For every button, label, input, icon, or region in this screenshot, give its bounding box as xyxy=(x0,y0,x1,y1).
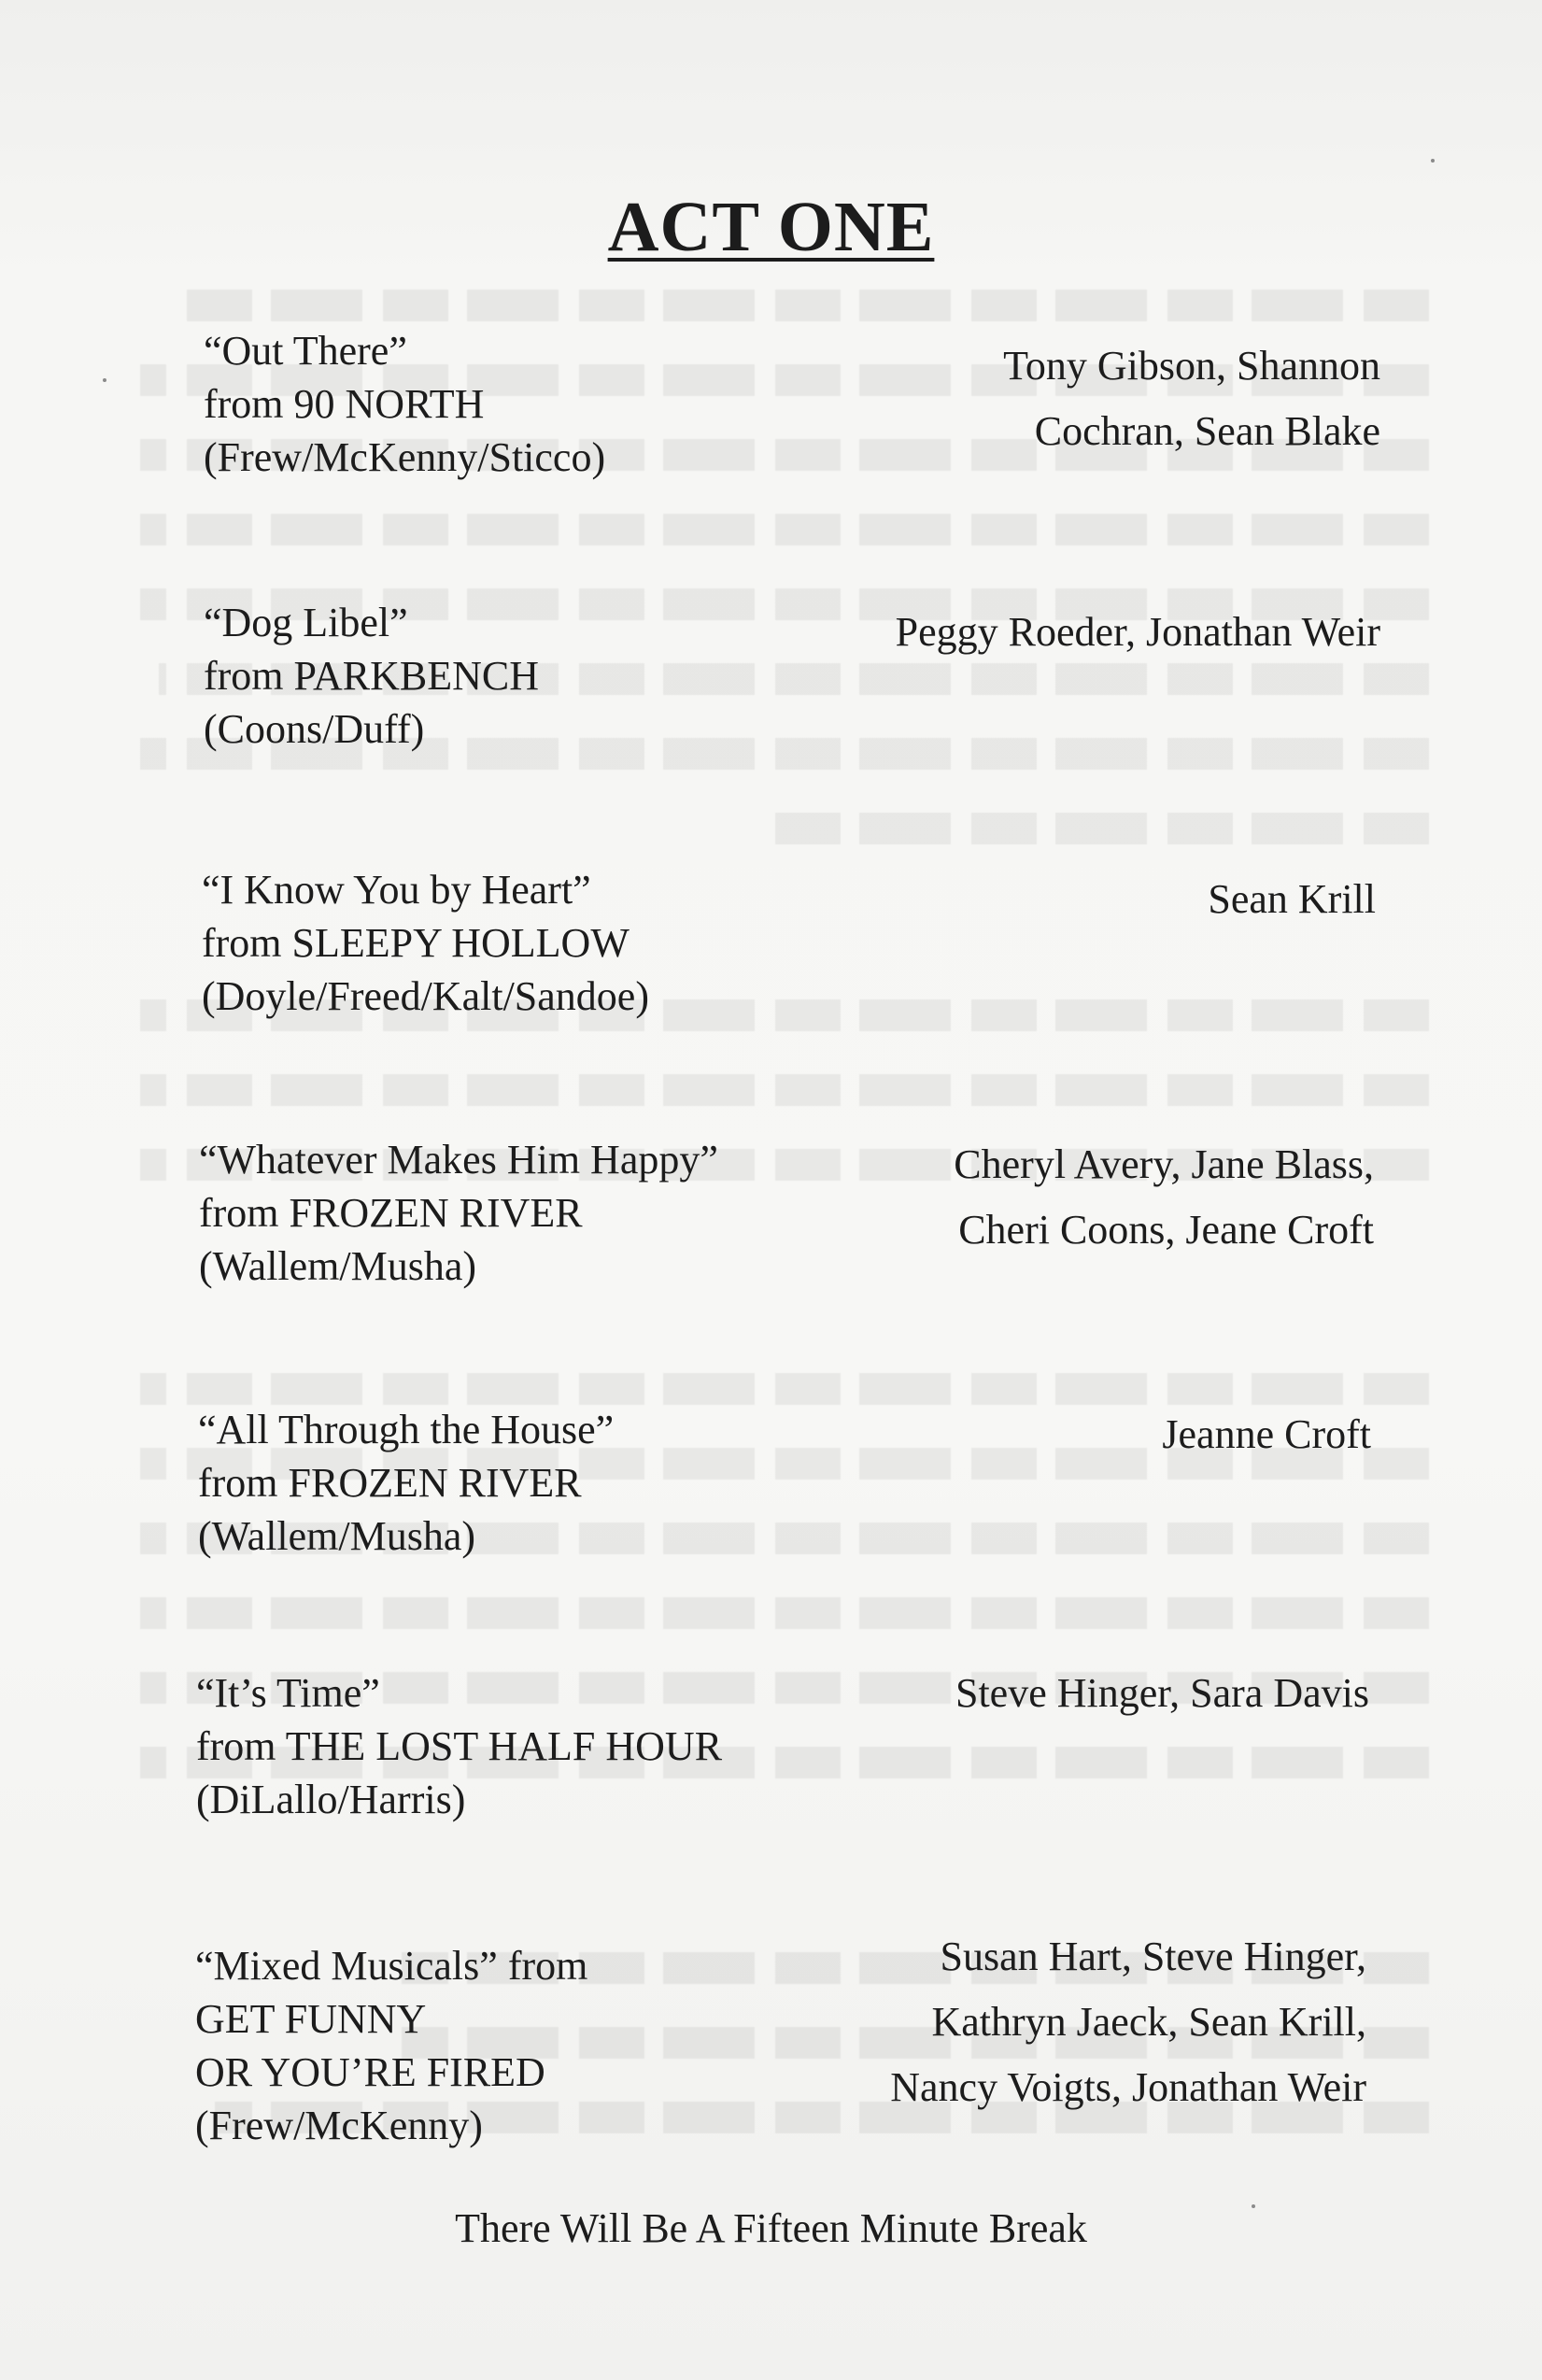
song-info xyxy=(204,596,539,756)
song-credits: (Frew/McKenny/Sticco) xyxy=(204,434,606,480)
song-info xyxy=(198,1403,614,1563)
song-cast xyxy=(1208,867,1376,932)
song-info xyxy=(204,324,605,484)
song-title: “It’s Time” xyxy=(196,1670,380,1716)
song-cast xyxy=(954,1132,1374,1263)
song-title: “All Through the House” xyxy=(198,1407,615,1452)
bleed-through-line xyxy=(177,290,1429,321)
song-source: GET FUNNY xyxy=(195,1996,427,2042)
song-source: from PARKBENCH xyxy=(204,653,539,699)
song-credits: (DiLallo/Harris) xyxy=(196,1777,466,1822)
paper-speck xyxy=(103,378,106,382)
song-info xyxy=(199,1133,718,1293)
cast-line: Cheryl Avery, Jane Blass, xyxy=(954,1141,1374,1187)
cast-line: Sean Krill xyxy=(1208,876,1376,922)
song-credits: (Wallem/Musha) xyxy=(198,1513,476,1559)
intermission-note: There Will Be A Fifteen Minute Break xyxy=(455,2205,1087,2251)
song-cast xyxy=(1162,1402,1371,1467)
cast-line: Cheri Coons, Jeane Croft xyxy=(958,1207,1374,1253)
song-cast xyxy=(955,1661,1369,1726)
song-title: “I Know You by Heart” xyxy=(202,867,591,913)
song-title: “Out There” xyxy=(204,328,407,374)
song-source: OR YOU’RE FIRED xyxy=(195,2049,545,2095)
cast-line: Nancy Voigts, Jonathan Weir xyxy=(890,2064,1366,2110)
cast-line: Cochran, Sean Blake xyxy=(1034,408,1380,454)
bleed-through-line xyxy=(140,1373,1429,1405)
cast-line: Peggy Roeder, Jonathan Weir xyxy=(895,609,1380,655)
song-cast xyxy=(890,1924,1366,2120)
song-title: “Dog Libel” xyxy=(204,600,408,645)
paper-speck xyxy=(1431,159,1435,163)
song-info xyxy=(196,1666,722,1826)
song-source: from FROZEN RIVER xyxy=(198,1460,582,1506)
bleed-through-line xyxy=(775,813,1429,844)
song-source: from THE LOST HALF HOUR xyxy=(196,1723,723,1769)
song-title: “Mixed Musicals” from xyxy=(195,1943,588,1989)
bleed-through-line xyxy=(140,514,1429,545)
cast-line: Jeanne Croft xyxy=(1162,1411,1371,1457)
bleed-through-line xyxy=(140,1074,1429,1106)
song-credits: (Wallem/Musha) xyxy=(199,1243,477,1289)
song-info xyxy=(195,1939,587,2152)
cast-line: Kathryn Jaeck, Sean Krill, xyxy=(931,1999,1366,2045)
song-cast xyxy=(896,600,1380,665)
act-title: ACT ONE xyxy=(607,188,935,266)
song-info xyxy=(202,863,649,1023)
cast-line: Tony Gibson, Shannon xyxy=(1003,343,1380,389)
song-credits: (Coons/Duff) xyxy=(204,706,425,752)
song-source: from 90 NORTH xyxy=(204,381,485,427)
song-cast xyxy=(1003,333,1380,464)
cast-line: Steve Hinger, Sara Davis xyxy=(955,1670,1369,1716)
bleed-through-line xyxy=(140,1597,1429,1629)
cast-line: Susan Hart, Steve Hinger, xyxy=(940,1934,1366,1979)
song-source: from SLEEPY HOLLOW xyxy=(202,920,630,966)
song-source: from FROZEN RIVER xyxy=(199,1190,583,1236)
song-credits: (Frew/McKenny) xyxy=(195,2103,483,2148)
paper-speck xyxy=(1252,2204,1255,2208)
song-credits: (Doyle/Freed/Kalt/Sandoe) xyxy=(202,973,649,1019)
song-title: “Whatever Makes Him Happy” xyxy=(199,1137,718,1183)
